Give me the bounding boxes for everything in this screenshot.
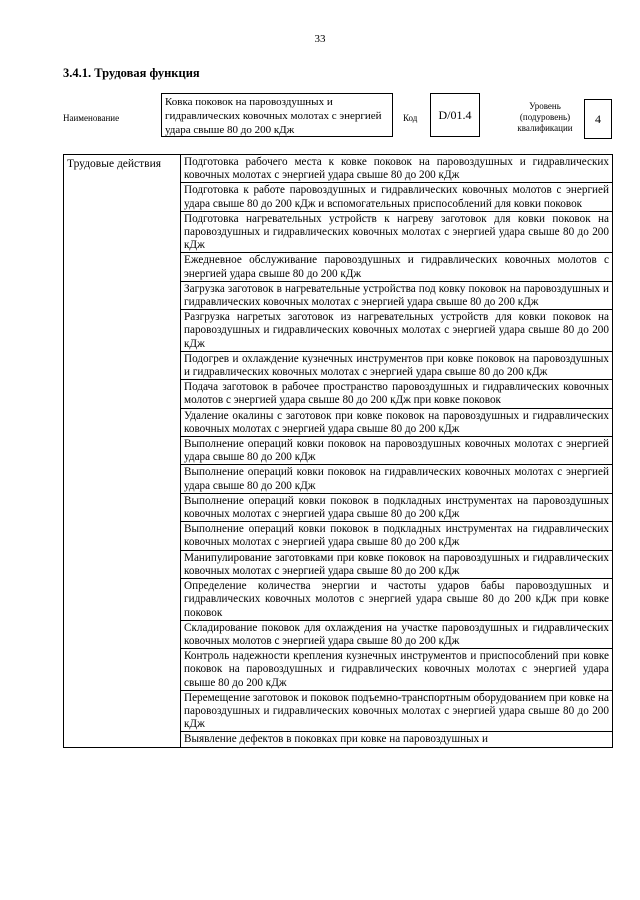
action-item: Подогрев и охлаждение кузнечных инструментов при ковке поковок на паровоздушных и гидравлических ковочных молотах с энергией удара свыше 80 до 200 кДж: [181, 351, 612, 379]
table-row: [181, 253, 612, 281]
action-item: Подача заготовок в рабочее пространство паровоздушных и гидравлических ковочных молотов с энергией удара свыше 80 до 200 кДж при ковке поковок: [181, 380, 612, 408]
table-row: [181, 310, 612, 352]
page-number: 33: [314, 33, 326, 45]
action-item: Выявление дефектов в поковках при ковке на паровоздушных и: [184, 733, 488, 746]
table-row: [181, 550, 612, 578]
action-item: Выполнение операций ковки поковок в подкладных инструментах на паровоздушных ковочных молотах с энергией удара свыше 80 до 200 кДж: [181, 493, 612, 521]
table-row: [181, 281, 612, 309]
table-row: [181, 579, 612, 621]
action-item: Перемещение заготовок и поковок подъемно-транспортным оборудованием при ковке на паровоздушных и гидравлических ковочных молотах с энергией удара свыше 80 до 200 кДж: [181, 690, 612, 732]
table-row: [181, 211, 612, 253]
action-item: Подготовка нагревательных устройств к нагреву заготовок для ковки поковок на паровоздушных и гидравлических ковочных молотах с энергией удара свыше 80 до 200 кДж: [181, 211, 612, 253]
table-row: [181, 351, 612, 379]
action-item: Разгрузка нагретых заготовок из нагревательных устройств для ковки поковок на паровоздушных и гидравлических ковочных молотах с энергией удара свыше 80 до 200 кДж: [181, 310, 612, 352]
action-item: Подготовка рабочего места к ковке поковок на паровоздушных и гидравлических ковочных молотах с энергией удара свыше 80 до 200 кДж: [181, 155, 612, 183]
action-item: Складирование поковок для охлаждения на участке паровоздушных и гидравлических ковочных молотов с энергией удара свыше 80 до 200 кДж: [181, 620, 612, 648]
action-item: Контроль надежности крепления кузнечных инструментов и приспособлений при ковке поковок на паровоздушных и гидравлических ковочных молотах с энергией удара свыше 80 до 200 кДж: [181, 649, 612, 691]
action-item: Выполнение операций ковки поковок на паровоздушных ковочных молотах с энергией удара свыше 80 до 200 кДж: [181, 437, 612, 465]
action-item: Выполнение операций ковки поковок в подкладных инструментах на гидравлических ковочных молотах с энергией удара свыше 80 до 200 кДж: [181, 522, 612, 550]
table-row: [181, 732, 612, 747]
actions-list: [181, 155, 612, 747]
table-row: [181, 690, 612, 732]
action-item: Загрузка заготовок в нагревательные устройства под ковку поковок на паровоздушных и гидравлических ковочных молотах с энергией удара свыше 80 до 200 кДж: [181, 281, 612, 309]
section-title: 3.4.1. Трудовая функция: [63, 66, 200, 80]
level-label: Уровень (подуровень) квалификации: [517, 101, 573, 133]
code-label: Код: [403, 113, 418, 123]
level-box: 4: [584, 99, 612, 139]
function-code-box: D/01.4: [430, 93, 480, 137]
table-row: [181, 155, 612, 183]
name-label: Наименование: [63, 113, 120, 123]
table-row: [181, 649, 612, 691]
table-row: [181, 408, 612, 436]
table-row: [181, 522, 612, 550]
table-row: [181, 437, 612, 465]
actions-label: Трудовые действия: [64, 155, 181, 748]
action-item: Определение количества энергии и частоты ударов бабы паровоздушных и гидравлических ковочных молотов с энергией удара свыше 80 до 200 кДж при ковке поковок: [181, 579, 612, 621]
function-header: [63, 93, 623, 149]
action-item: Выполнение операций ковки поковок на гидравлических ковочных молотах с энергией удара свыше 80 до 200 кДж: [181, 465, 612, 493]
action-item: Подготовка к работе паровоздушных и гидравлических ковочных молотов с энергией удара свыше 80 до 200 кДж и вспомогательных приспособлений для ковки поковок: [181, 183, 612, 211]
action-item: Ежедневное обслуживание паровоздушных и гидравлических ковочных молотов с энергией удара свыше 80 до 200 кДж: [181, 253, 612, 281]
table-row: [181, 620, 612, 648]
actions-cell: [181, 155, 613, 748]
actions-table: [63, 154, 613, 748]
table-row: [181, 183, 612, 211]
table-row: [181, 465, 612, 493]
function-name-box: Ковка поковок на паровоздушных и гидравлических ковочных молотах с энергией удара свыше 80 до 200 кДж: [161, 93, 393, 137]
action-item: Манипулирование заготовками при ковке поковок на паровоздушных и гидравлических ковочных молотах с энергией удара свыше 80 до 200 кДж: [181, 550, 612, 578]
action-item: Удаление окалины с заготовок при ковке поковок на паровоздушных и гидравлических ковочных молотах с энергией удара свыше 80 до 200 кДж: [181, 408, 612, 436]
table-row: [181, 380, 612, 408]
table-row: [181, 493, 612, 521]
